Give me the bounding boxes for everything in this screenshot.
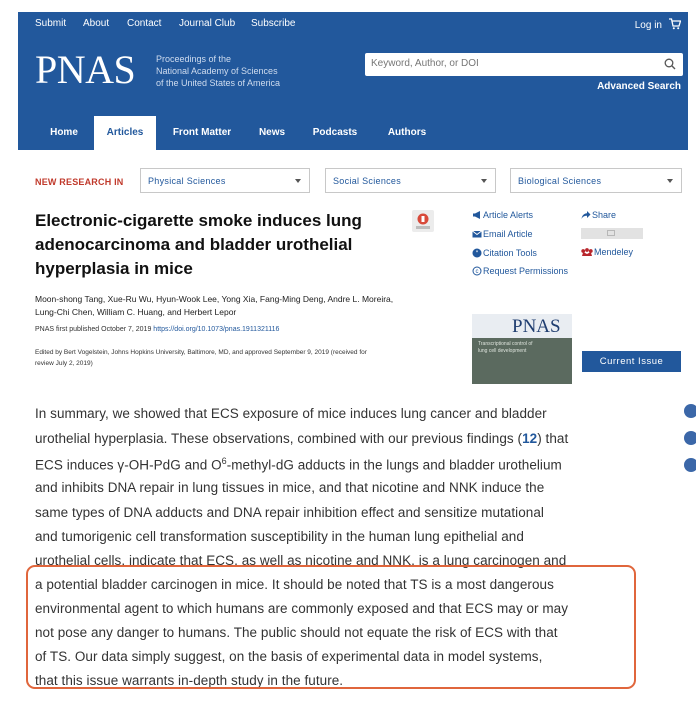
tagline-line: National Academy of Sciences <box>156 66 278 76</box>
edited-line: Edited by Bert Vogelstein, Johns Hopkins University, Baltimore, MD, and approved September 9, 2019 (received for <box>35 349 367 356</box>
summary-text: -methyl-dG adducts in the lungs and bladder urothelium <box>226 457 562 473</box>
pnas-logo[interactable]: PNAS <box>35 47 136 92</box>
edited-by-note <box>35 347 440 369</box>
summary-text: ECS induces γ-OH-PdG and O <box>35 457 222 473</box>
crossmark-icon[interactable] <box>412 210 434 232</box>
site-header <box>18 12 688 150</box>
summary-line: urothelial cells, indicate that ECS, as well as nicotine and NNK, is a lung carcinogen and <box>35 553 567 568</box>
email-article-label: Email Article <box>483 229 533 239</box>
cover-title: PNAS <box>512 316 561 337</box>
summary-line: environmental agent to which humans are commonly exposed and that ECS may or may <box>35 601 569 616</box>
summary-line: a potential bladder carcinogen in mice. It should be noted that TS is a most dangerous <box>35 577 554 592</box>
highlight-box <box>26 565 636 689</box>
search-placeholder: Keyword, Author, or DOI <box>371 58 479 69</box>
tab-articles[interactable]: Articles <box>94 116 156 150</box>
superscript: 6 <box>221 456 227 466</box>
tab-home[interactable]: Home <box>50 127 78 138</box>
mendeley-icon <box>581 247 593 257</box>
cart-icon[interactable] <box>669 18 681 30</box>
nav-contact[interactable]: Contact <box>127 18 162 29</box>
citation-tools-label: Citation Tools <box>483 248 537 258</box>
summary-line <box>35 456 562 473</box>
nav-about[interactable]: About <box>83 18 110 29</box>
summary-line: that this issue warrants in-depth study in the future. <box>35 673 344 688</box>
publication-info <box>35 326 279 333</box>
main-nav <box>18 116 688 150</box>
envelope-icon <box>472 229 482 239</box>
journal-tagline <box>156 53 306 89</box>
share-arrow-icon <box>581 210 591 220</box>
side-circle-icon[interactable] <box>684 404 696 418</box>
megaphone-icon <box>472 210 482 220</box>
article-title: Electronic-cigarette smoke induces lung adenocarcinoma and bladder urothelial hyperplasia in mice <box>35 211 362 278</box>
chevron-down-icon <box>295 179 301 183</box>
tagline-line: Proceedings of the <box>156 54 232 64</box>
citation-icon <box>472 248 482 258</box>
authors-line[interactable]: Moon-shong Tang, Xue-Ru Wu, Hyun-Wook Lee, Yong Xia, Fang-Ming Deng, Andre L. Moreira, <box>35 294 394 304</box>
article-alerts-label: Article Alerts <box>483 210 534 220</box>
new-research-label: NEW RESEARCH IN <box>35 177 124 187</box>
chevron-down-icon <box>481 179 487 183</box>
doi-link[interactable]: https://doi.org/10.1073/pnas.1911321116 <box>153 326 280 333</box>
side-circle-icon[interactable] <box>684 431 696 445</box>
tab-authors[interactable]: Authors <box>387 127 427 138</box>
tagline-line: of the United States of America <box>156 78 281 88</box>
tab-front-matter[interactable]: Front Matter <box>172 127 232 138</box>
author-list <box>35 293 447 319</box>
nav-submit[interactable]: Submit <box>35 18 67 29</box>
advanced-search-link[interactable]: Advanced Search <box>597 81 681 92</box>
nav-subscribe[interactable]: Subscribe <box>251 18 296 29</box>
top-nav <box>18 12 688 38</box>
summary-line: of TS. Our data simply suggest, on the basis of experimental data in model systems, <box>35 649 543 664</box>
select-value: Social Sciences <box>333 176 402 186</box>
select-value: Physical Sciences <box>148 176 226 186</box>
share-label: Share <box>592 210 617 220</box>
authors-line[interactable]: Lung-Chi Chen, William C. Huang, and Herbert Lepor <box>35 307 237 317</box>
biological-sciences-select[interactable] <box>510 168 682 193</box>
tab-podcasts[interactable]: Podcasts <box>312 127 358 138</box>
current-issue-cover[interactable] <box>472 314 572 384</box>
summary-text: ) that <box>537 431 569 446</box>
side-circle-icon[interactable] <box>684 458 696 472</box>
cover-text: Transcriptional control of lung cell development <box>478 341 533 354</box>
request-permissions-label: Request Permissions <box>483 266 569 276</box>
login-link[interactable]: Log in <box>634 20 662 31</box>
edited-line: review July 2, 2019) <box>35 360 93 367</box>
svg-text:c: c <box>475 269 479 276</box>
chevron-down-icon <box>667 179 673 183</box>
published-date: PNAS first published October 7, 2019 <box>35 326 152 333</box>
select-value: Biological Sciences <box>518 176 602 186</box>
summary-line <box>35 431 568 446</box>
svg-text:": " <box>475 250 479 258</box>
summary-line: In summary, we showed that ECS exposure of mice induces lung cancer and bladder <box>35 406 547 421</box>
social-sciences-select[interactable] <box>325 168 496 193</box>
summary-line: not pose any danger to humans. The public should not equate the risk of ECS with that <box>35 625 558 640</box>
summary-line: and inhibits DNA repair in lung tissues in mice, and that nicotine and NNK induce the <box>35 480 545 495</box>
summary-text: urothelial hyperplasia. These observations, combined with our previous findings ( <box>35 431 523 446</box>
print-icon <box>607 230 615 236</box>
copyright-icon <box>472 266 482 276</box>
current-issue-button[interactable]: Current Issue <box>582 351 681 372</box>
reference-link[interactable]: 12 <box>522 431 538 446</box>
share-widget[interactable] <box>581 228 643 239</box>
summary-line: and tumorigenic cell transformation susceptibility in the human lung epithelial and <box>35 529 524 544</box>
search-input[interactable] <box>365 53 683 76</box>
nav-journal-club[interactable]: Journal Club <box>179 18 236 29</box>
mendeley-label: Mendeley <box>594 247 634 257</box>
physical-sciences-select[interactable] <box>140 168 310 193</box>
summary-line: same types of DNA adducts and DNA repair inhibition effect and sensitize mutational <box>35 505 544 520</box>
search-icon[interactable] <box>664 58 676 70</box>
tab-news[interactable]: News <box>258 127 286 138</box>
